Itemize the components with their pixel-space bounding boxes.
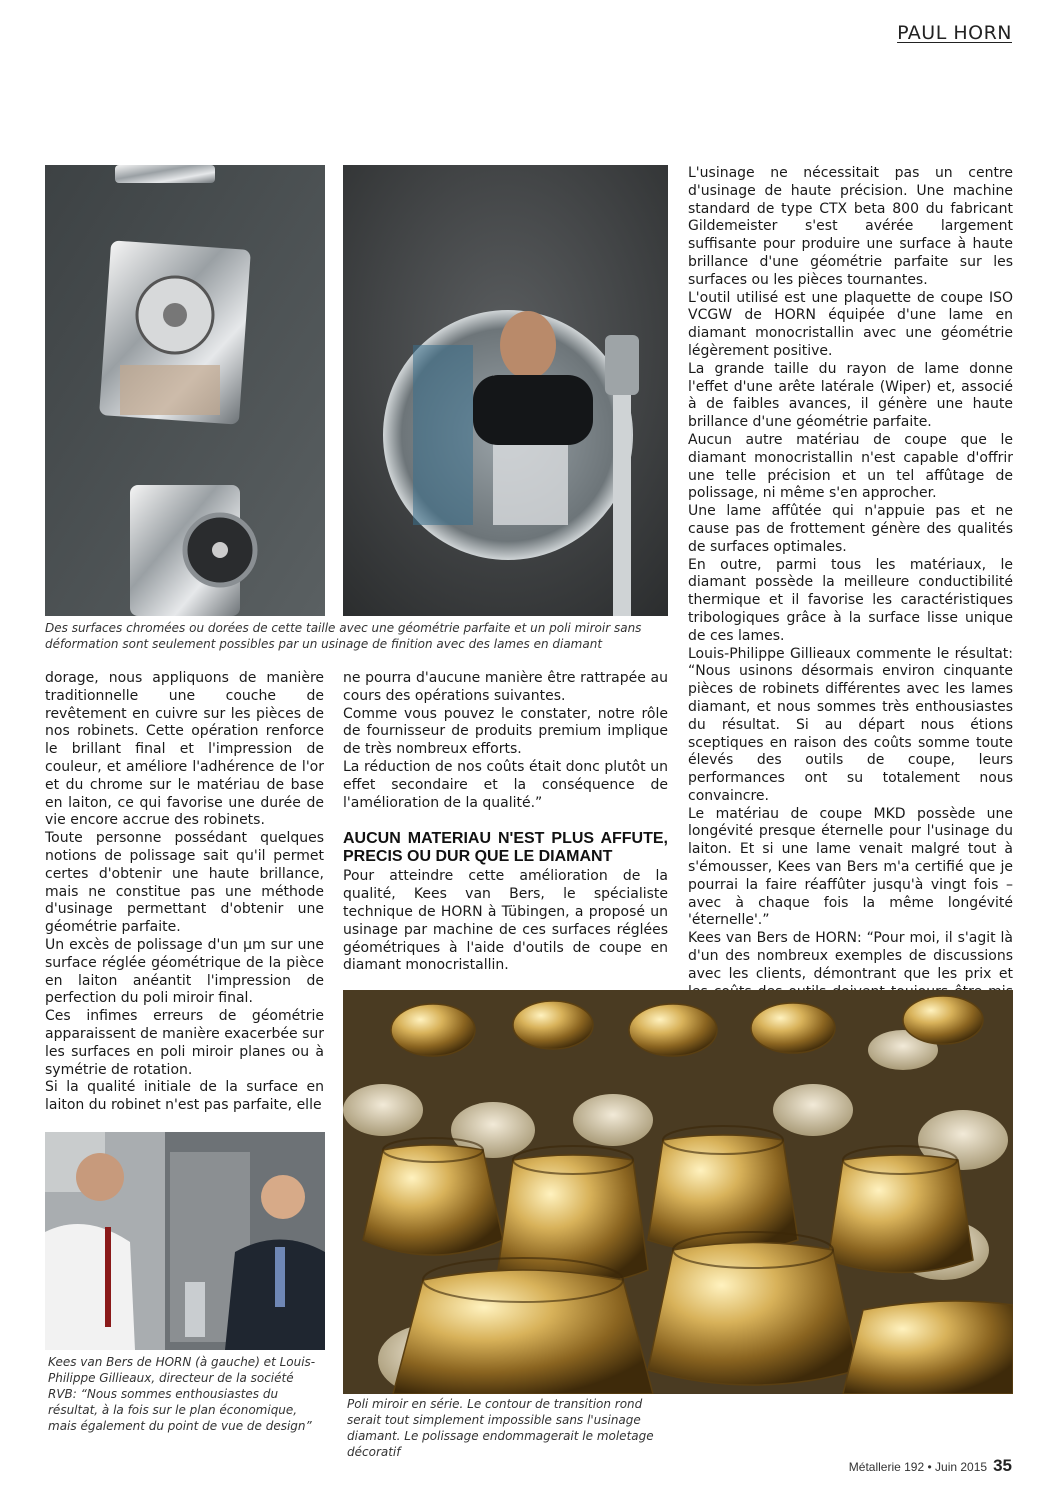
paragraph: Une lame affûtée qui n'appuie pas et ne cause pas de frottement génère des qualités de surfaces optimales. <box>688 503 1013 555</box>
article-column-middle <box>343 670 668 975</box>
brand-header: PAUL HORN <box>897 22 1012 44</box>
paragraph: Un excès de polissage d'un µm sur une surface réglée géométrique de la pièce en laiton anéantit l'impression de perfection du poli miroir final. <box>45 936 324 1007</box>
magazine-issue: Métallerie 192 • Juin 2015 <box>848 1460 988 1474</box>
paragraph: En outre, parmi tous les matériaux, le diamant possède la meilleure conductibilité thermique et il favorise les caractéristiques tribologiques grâce à la surface lisse unique de ces lames. <box>688 556 1013 644</box>
photo-mirror-reflection <box>343 165 668 616</box>
photo-brass-parts <box>343 990 1013 1394</box>
paragraph: La réduction de nos coûts était donc plutôt un effet secondaire et la conséquence de l'amélioration de la qualité.” <box>343 758 668 811</box>
caption-two-men: Kees van Bers de HORN (à gauche) et Louis-Philippe Gillieaux, directeur de la société RVB: “Nous sommes enthousiastes du résultat, à la fois sur le plan économique, mais également du point de vue de design” <box>48 1355 316 1433</box>
caption-top-photos: Des surfaces chromées ou dorées de cette taille avec une géométrie parfaite et un poli miroir sans déformation sont seulement possibles par un usinage de finition avec des lames en diamant <box>45 621 642 651</box>
photo-two-men <box>45 1132 325 1350</box>
paragraph: Pour atteindre cette amélioration de la qualité, Kees van Bers, le spécialiste technique de HORN à Tübingen, a proposé un usinage par machine de ces surfaces réglées géométriques à l'aide d'outils de coupe en diamant monocristallin. <box>343 868 668 974</box>
page-footer <box>849 1456 1012 1476</box>
section-heading: AUCUN MATERIAU N'EST PLUS AFFUTE, PRECIS OU DUR QUE LE DIAMANT <box>343 830 668 866</box>
paragraph: Aucun autre matériau de coupe que le diamant monocristallin n'est capable d'offrir une telle précision et un tel affûtage de polissage, ni même s'en approcher. <box>688 431 1013 502</box>
paragraph: Si la qualité initiale de la surface en laiton du robinet n'est pas parfaite, elle <box>45 1079 324 1114</box>
paragraph: Kees van Bers de HORN: “Pour moi, il s'agit là d'un des nombreux exemples de discussions avec les clients, démontrant que les prix et <box>688 930 1013 982</box>
paragraph: Le matériau de coupe MKD possède une longévité presque éternelle pour l'usinage du laiton. Et si une lame venait malgré tout à s'émousser, Kees van Bers m'a certifié que je pourrai la faire réaffûter jusqu'à vingt fois – avec à chaque fois la même longévité 'éternelle'.” <box>688 805 1013 929</box>
page-number: 35 <box>993 1456 1012 1475</box>
paragraph: L'usinage ne nécessitait pas un centre d'usinage de haute précision. Une machine standard de type CTX beta 800 du fabricant Gildemeister s'est avérée largement suffisante pour produire une surface à haute brillance d'une géométrie parfaite sur les surfaces ou les pièces tournantes. <box>688 165 1013 288</box>
article-column-left <box>45 670 324 1115</box>
paragraph: dorage, nous appliquons de manière traditionnelle une couche de revêtement en cuivre sur les pièces de nos robinets. Cette opération renforce le brillant final et l'impression de couleur, et améliore l'adhérence de l'or et du chrome sur le matériau de base en laiton, ce qui favorise une durée de vie encore accrue des robinets. <box>45 670 324 829</box>
paragraph: L'outil utilisé est une plaquette de coupe ISO VCGW de HORN équipée d'une lame en diamant monocristallin avec une géométrie légèrement positive. <box>688 289 1013 359</box>
paragraph: La grande taille du rayon de lame donne l'effet d'une arête latérale (Wiper) et, associé à de faibles avances, il génère une haute brillance d'une géométrie parfaite. <box>688 360 1013 431</box>
caption-brass-parts: Poli miroir en série. Le contour de transition rond serait tout simplement impossible sans l'usinage diamant. Le polissage endommagerait le moletage décoratif <box>347 1397 654 1459</box>
photo-faucet-panels <box>45 165 325 616</box>
paragraph: Louis-Philippe Gillieaux commente le résultat: “Nous usinons désormais environ cinquante pièces de robinets différentes avec les lames diamant, et nous sommes très enthousiastes du résultat. Si au départ nous étions sceptiques en raison des coûts somme toute élevés des outils de coupe, leurs performances ont su totalement nous convaincre. <box>688 645 1013 804</box>
article-column-right <box>688 165 1013 1037</box>
paragraph: Comme vous pouvez le constater, notre rôle de fournisseur de produits premium implique de très nombreux efforts. <box>343 705 668 758</box>
paragraph: Ces infimes erreurs de géométrie apparaissent de manière exacerbée sur les surfaces en poli miroir planes ou à symétrie de rotation. <box>45 1008 325 1078</box>
paragraph: ne pourra d'aucune manière être rattrapée au cours des opérations suivantes. <box>343 670 668 704</box>
paragraph: Toute personne possédant quelques notions de polissage sait qu'il permet certes d'obtenir une haute brillance, mais ne constitue pas une méthode d'usinage permettant d'obtenir une géométrie parfaite. <box>45 830 324 936</box>
